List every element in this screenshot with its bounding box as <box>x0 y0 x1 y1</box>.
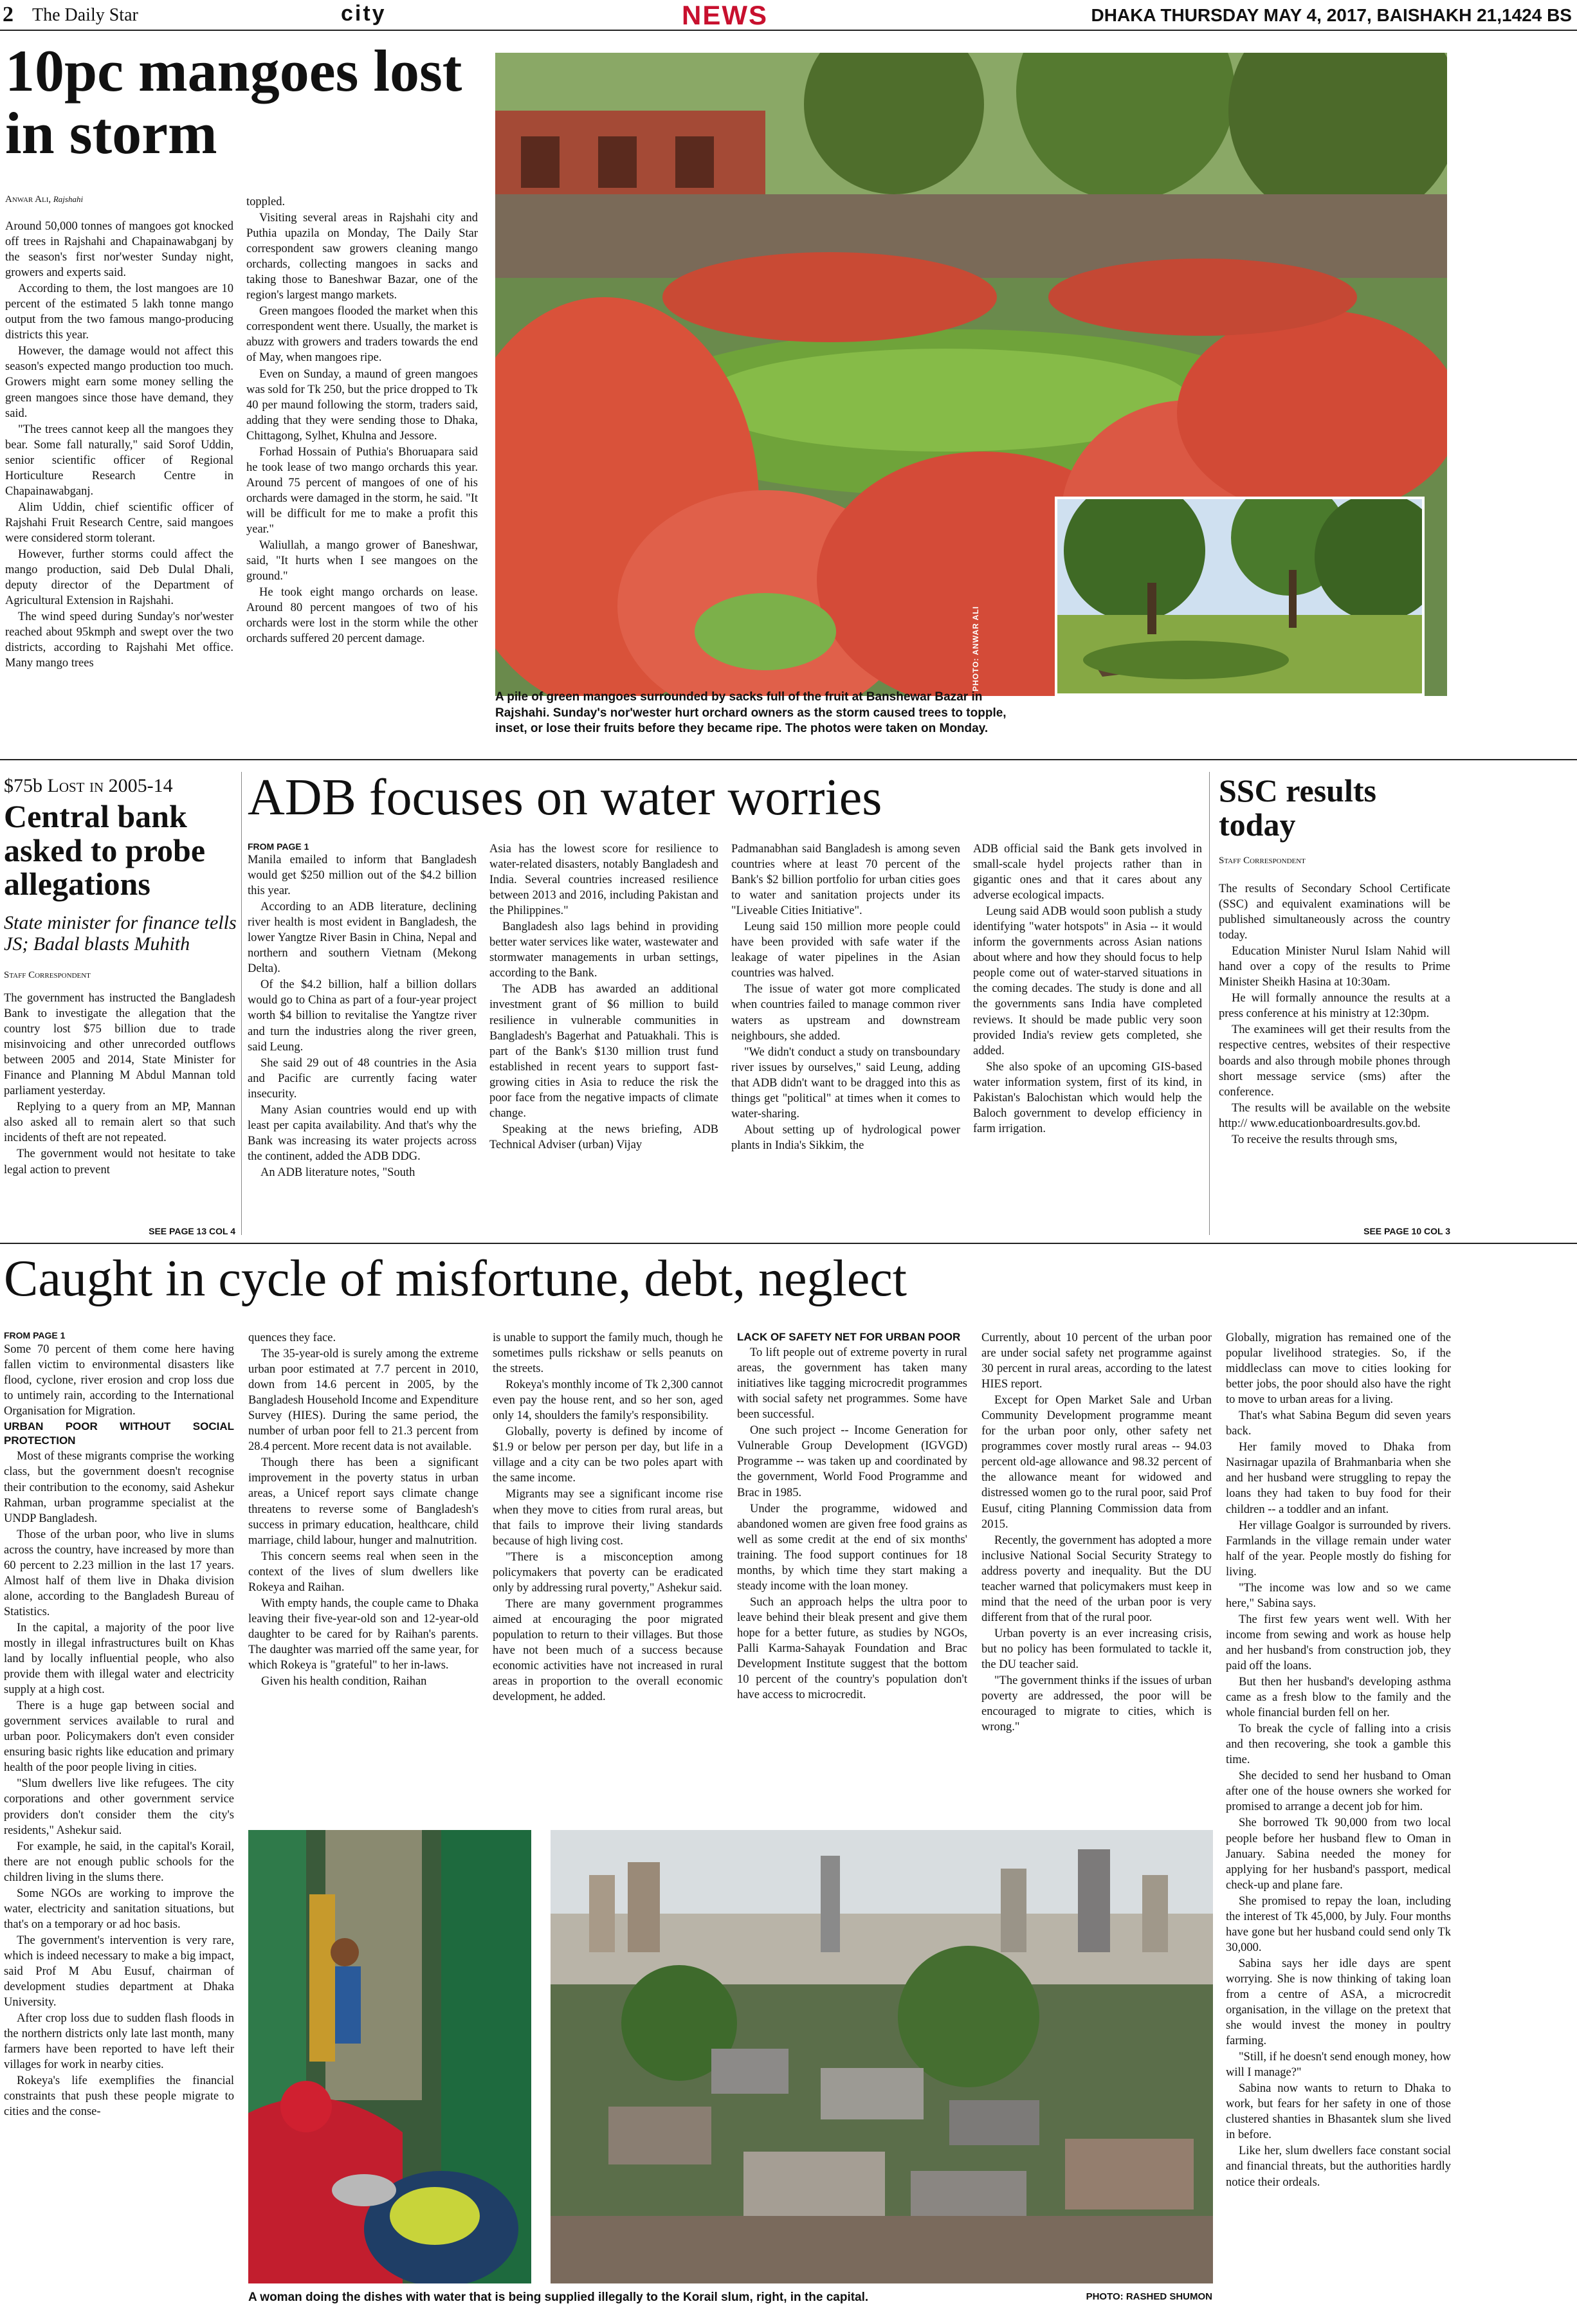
byline-name: Anwar Ali, <box>5 194 51 205</box>
paragraph: Leung said 150 million more people could have been provided with safe water if the leakage of water pipelines in the Asian countries was halved. <box>731 920 960 980</box>
page-number: 2 <box>3 3 14 26</box>
paragraph: Rokeya's life exemplifies the financial constraints that push these people migrate to cities and the conse- <box>4 2074 234 2119</box>
paragraph: She also spoke of an upcoming GIS-based water information system, first of its kind, in Pakistan's Balochistan which would help the Baloch government to develop efficiency in farm irrigation. <box>973 1060 1202 1135</box>
paragraph: Many Asian countries would end up with least per capita availability. And that's why the Bank was increasing its water projects across the continent, added the ADB DDG. <box>248 1103 477 1163</box>
mango-photo-credit: PHOTO: ANWAR ALI <box>971 606 980 691</box>
paragraph: Such an approach helps the ultra poor to leave behind their bleak present and give them hope for a better future, as studies by NGOs, Palli Karma-Sahayak Foundation and Brac Development Institute suggest that the bottom 10 percent of the country's population don't have access to microcredit. <box>737 1595 967 1702</box>
paragraph: Those of the urban poor, who live in slums across the country, have increased by more than 60 percent to 2.23 million in the last 17 years. Almost half of them live in Dhaka division alone, according to the Bangladesh Bureau of Statistics. <box>4 1528 234 1618</box>
paragraph: Education Minister Nurul Islam Nahid will hand over a copy of the results to Prime Minister Sheikh Hasina at 10:30am. <box>1219 945 1450 989</box>
paragraph: The results of Secondary School Certificate (SSC) and equivalent examinations will be published simultaneously across the country today. <box>1219 883 1450 942</box>
paragraph: Her family moved to Dhaka from Nasirnagar upazila of Brahmanbaria when she and her husband were struggling to repay the loans they had taken to buy food for their children -- a toddler and an infant. <box>1226 1441 1451 1516</box>
cycle-column-4 <box>737 1330 967 1825</box>
bank-jump-line: SEE PAGE 13 COL 4 <box>149 1226 235 1236</box>
paragraph: The wind speed during Sunday's nor'wester reached about 95kmph and swept over the two districts, according to Rajshahi Met office. Many mango trees <box>5 610 233 670</box>
paragraph: The ADB has awarded an additional investment grant of $6 million to build resilience in vulnerable communities in Bangladesh's Bagerhat and Patuakhali. This is part of the Bank's $130 million trust fund established in recent years to support fast-growing cities in Asia to reduce the risk the poor face from the negative impacts of climate change. <box>489 983 718 1120</box>
paragraph: Like her, slum dwellers face constant social and financial threats, but the authorities hardly notice their ordeals. <box>1226 2145 1451 2189</box>
cycle-column-6 <box>1226 1330 1451 2324</box>
adb-column-4 <box>973 841 1202 1238</box>
cycle-photo-credit: PHOTO: RASHED SHUMON <box>1086 2291 1212 2302</box>
divider <box>0 759 1577 760</box>
paragraph: An ADB literature notes, "South <box>260 1166 415 1179</box>
paragraph: There are many government programmes aimed at encouraging the poor migrated population to return to their villages. But those have not been much of a success because economic activities have not increased in rural areas in proportion to the overall economic development, he added. <box>493 1597 723 1704</box>
paragraph: "The government thinks if the issues of urban poverty are addressed, the poor will be encouraged to migrate to cities, which is wrong." <box>981 1674 1212 1734</box>
paragraph: To lift people out of extreme poverty in rural areas, the government has taken many initiatives like tagging microcredit programmes with social safety net programmes. Some have been successful. <box>737 1346 967 1422</box>
paragraph: The issue of water got more complicated when countries failed to manage common river waters as upstream and downstream neighbours, she added. <box>731 983 960 1043</box>
paragraph: Her village Goalgor is surrounded by rivers. Farmlands in the village remain under water half of the year. People mostly do fishing for living. <box>1226 1519 1451 1578</box>
paragraph: Waliullah, a mango grower of Baneshwar, said, "It hurts when I see mangoes on the ground." <box>246 539 478 583</box>
cycle-from-page: FROM PAGE 1 <box>4 1330 66 1340</box>
paragraph: Sabina says her idle days are spent worrying. She is now thinking of taking loan from a centre of ASA, a microcredit organisation, in the village on the pretext that she would invest the money in poultry farming. <box>1226 1957 1451 2048</box>
paragraph: He took eight mango orchards on lease. Around 80 percent mangoes of two of his orchards were lost in the storm while the other orchards suffered 20 percent damage. <box>246 586 478 646</box>
paragraph: Alim Uddin, chief scientific officer of Rajshahi Fruit Research Centre, said mangoes were considered storm tolerant. <box>5 500 233 545</box>
mango-photo-caption: A pile of green mangoes surrounded by sacks full of the fruit at Banshewar Bazar in Rajshahi. Sunday's nor'wester hurt orchard owners as the storm caused trees to topple, inset, or lose their fruits before they became ripe. The photos were taken on Monday. <box>495 690 1007 736</box>
paragraph: For example, he said, in the capital's Korail, there are not enough public schools for the children living in the slums there. <box>4 1840 234 1884</box>
paragraph: However, the damage would not affect this season's expected mango production too much. Growers might earn some money selling the green mangoes since those have demand, they said. <box>5 345 233 420</box>
paragraph: "The trees cannot keep all the mangoes they bear. Some fall naturally," said Sorof Uddin, senior scientific officer of Regional Horticulture Research Centre in Chapainawabganj. <box>5 423 233 498</box>
paragraph: Except for Open Market Sale and Urban Community Development programme meant for the urban poor only, other safety net programmes cover mostly rural areas -- 94.03 percent old-age allowance and 98.32 percent of the allowance meant for widowed and distressed women go to the rural poor, said Prof Eusuf, citing Planning Commission data from 2015. <box>981 1394 1212 1531</box>
paragraph: Forhad Hossain of Puthia's Bhoruapara said he took lease of two mango orchards this year. Around 75 percent of mangoes of one of his orchards were damaged in the storm, he said. "It will be difficult for me to make a profit this year." <box>246 445 478 536</box>
paragraph: toppled. <box>246 196 286 208</box>
divider <box>0 1243 1577 1244</box>
paragraph: He will formally announce the results at a press conference at his ministry at 12:30pm. <box>1219 992 1450 1021</box>
column-rule <box>241 772 242 1235</box>
paragraph: This concern seems real when seen in the context of the lives of slum dwellers like Rokeya and Raihan. <box>248 1550 479 1594</box>
paragraph: Under the programme, widowed and abandoned women are given free food grains as well as some credit at the end of six months' training. The food support continues for 18 months, by which time they start making a steady income with the loan money. <box>737 1502 967 1593</box>
mango-column-2 <box>246 194 478 751</box>
cycle-photo-caption: A woman doing the dishes with water that is being supplied illegally to the Korail slum, right, in the capital. <box>248 2291 869 2304</box>
paragraph: Given his health condition, Raihan <box>261 1675 427 1688</box>
cycle-column-5 <box>981 1330 1212 1825</box>
paragraph: One such project -- Income Generation for Vulnerable Group Development (IGVGD) Programme -- was taken up and coordinated by the government, World Food Programme and Brac in 1985. <box>737 1424 967 1499</box>
subheading: URBAN POOR WITHOUT SOCIAL PROTECTION <box>4 1420 234 1447</box>
subheading: LACK OF SAFETY NET FOR URBAN POOR <box>737 1331 961 1343</box>
cycle-column-2 <box>248 1330 479 1825</box>
paragraph: Replying to a query from an MP, Mannan also asked all to remain alert so that such incidents of theft are not repeated. <box>4 1101 235 1145</box>
paragraph: Leung said ADB would soon publish a study identifying "water hotspots" in Asia -- it would inform the governments across Asian nations about where and how they should focus to help people come out of water-starved situations in the coming decades. The study is done and all the governments sans India have completed reviews. It should be made public very soon provided India's review gets completed, she added. <box>973 905 1202 1057</box>
adb-column-2 <box>489 841 718 1238</box>
paragraph: is unable to support the family much, though he sometimes pulls rickshaw or sells peanuts on the streets. <box>493 1331 723 1376</box>
cycle-column-3 <box>493 1330 723 1825</box>
paragraph: Visiting several areas in Rajshahi city and Puthia upazila on Monday, The Daily Star correspondent saw growers cleaning mango orchards, collecting mangoes in sacks and taking those to Baneshwar Bazar, one of the region's largest mango markets. <box>246 212 478 302</box>
paper-name: The Daily Star <box>32 5 138 25</box>
bank-body <box>4 991 235 1234</box>
paragraph: To receive the results through sms, <box>1232 1133 1398 1146</box>
paragraph: That's what Sabina Begum did seven years back. <box>1226 1409 1451 1438</box>
paragraph: Most of these migrants comprise the working class, but the government doesn't recognise their contribution to the economy, said Ashekur Rahman, urban programme specialist at the UNDP Bangladesh. <box>4 1450 234 1525</box>
paragraph: About setting up of hydrological power plants in India's Sikkim, the <box>731 1123 960 1152</box>
paragraph: ADB official said the Bank gets involved in small-scale hydel projects rather than in gigantic ones and that it cares about any adverse ecological impacts. <box>973 843 1202 902</box>
paragraph: Green mangoes flooded the market when this correspondent went there. Usually, the market is abuzz with growers and traders towards the end of May, when mangoes ripe. <box>246 305 478 365</box>
mango-column-1 <box>5 219 233 753</box>
paragraph: "Slum dwellers live like refugees. The city corporations and other government service providers don't consider them the city's residents," Ashekur said. <box>4 1777 234 1837</box>
category-label: NEWS <box>682 0 768 30</box>
section-name: city <box>341 1 387 26</box>
paragraph: Recently, the government has adopted a more inclusive National Social Security Strategy to address poverty and inequality. But the DU teacher warned that policymakers must keep in mind that the need of the urban poor is very different from that of the rural poor. <box>981 1533 1212 1624</box>
paragraph: Some NGOs are working to improve the water, electricity and sanitation situations, but that's on a temporary or ad hoc basis. <box>4 1887 234 1931</box>
paragraph: The first few years went well. With her income from sewing and work as house help and her husband's from construction job, they paid off the loans. <box>1226 1613 1451 1672</box>
paragraph: "The income was low and so we came here," Sabina says. <box>1226 1581 1451 1610</box>
paragraph: Rokeya's monthly income of Tk 2,300 cannot even pay the house rent, and so her son, aged only 14, shoulders the family's responsibility. <box>493 1378 723 1423</box>
paragraph: However, further storms could affect the mango production, said Deb Dulal Dhali, deputy director of the Department of Agricultural Extension in Rajshahi. <box>5 547 233 608</box>
paragraph: To break the cycle of falling into a crisis and then recovering, she took a gamble this time. <box>1226 1723 1451 1767</box>
byline-place: Rajshahi <box>53 194 84 204</box>
adb-column-3 <box>731 841 960 1238</box>
ssc-body <box>1219 881 1450 1229</box>
paragraph: Sabina now wants to return to Dhaka to work, but fears for her safety in one of those clustered shanties in Bhasantek slum she lived in before. <box>1226 2082 1451 2142</box>
paragraph: The government would not hesitate to take legal action to prevent <box>4 1148 235 1176</box>
bank-kicker <box>4 775 235 797</box>
cycle-headline: Caught in cycle of misfortune, debt, neglect <box>4 1250 907 1307</box>
adb-from-page: FROM PAGE 1 <box>248 841 309 852</box>
paragraph: She borrowed Tk 90,000 from two local people before her husband flew to Oman in January. Sabina needed the money for applying for her husband's passport, medical check-up and plane fare. <box>1226 1816 1451 1892</box>
bank-headline: Central bank asked to probe allegations <box>4 798 206 902</box>
fallen-tree-inset-photo <box>1055 497 1425 696</box>
paragraph: Though there has been a significant improvement in the poverty status in urban areas, a Unicef report says climate change threatens to reverse some of Bangladesh's success in primary education, healthcare, child marriage, child labour, hunger and malnutrition. <box>248 1456 479 1547</box>
paragraph: Bangladesh also lags behind in providing better water services like water, wastewater and stormwater managements in urban settings, according to the Bank. <box>489 920 718 980</box>
dateline: DHAKA THURSDAY MAY 4, 2017, BAISHAKH 21,1424 BS <box>1091 5 1572 25</box>
paragraph: "Still, if he doesn't send enough money, how will I manage?" <box>1226 2051 1451 2080</box>
bank-byline: Staff Correspondent <box>4 970 91 980</box>
paragraph: Of the $4.2 billion, half a billion dollars would go to China as part of a four-year project worth $4 billion to revitalise the Yangtze river and turn the industries along the river green, said Leung. <box>248 978 477 1054</box>
paragraph: After crop loss due to sudden flash floods in the northern districts only late last month, many farmers have been reported to have left their villages for work in nearby cities. <box>4 2012 234 2072</box>
paragraph: Asia has the lowest score for resilience to water-related disasters, notably Bangladesh and India. Several countries increased resilience between 2013 and 2016, including Pakistan and the Philippines." <box>489 843 718 918</box>
paragraph: Globally, migration has remained one of the popular livelihood strategies. So, if the middleclass can move to cities looking for better jobs, the poor should also have the right to move to urban areas for a living. <box>1226 1331 1451 1407</box>
paragraph: The government has instructed the Bangladesh Bank to investigate the allegation that the country lost $75 billion due to trade misinvoicing and other unrecorded outflows between 2005 and 2014, State Minister for Finance and Planning M Abdul Mannan told parliament yesterday. <box>4 992 235 1098</box>
korail-slum-photo <box>551 1830 1213 2283</box>
bank-kicker-amount: $75b <box>4 775 42 796</box>
cycle-column-1 <box>4 1342 234 2323</box>
page-header <box>0 0 1577 31</box>
paragraph: Globally, poverty is defined by income of $1.9 or below per person per day, but life in a village and a city can be two poles apart with the same income. <box>493 1425 723 1485</box>
paragraph: Currently, about 10 percent of the urban poor are under social safety net programme against 30 percent in rural areas, according to the latest HIES report. <box>981 1331 1212 1391</box>
paragraph: But then her husband's developing asthma came as a fresh blow to the family and the whole financial burden fell on her. <box>1226 1676 1451 1720</box>
paragraph: Speaking at the news briefing, ADB Technical Adviser (urban) Vijay <box>489 1122 718 1151</box>
column-rule <box>1209 772 1210 1235</box>
mango-headline: 10pc mangoes lost in storm <box>5 38 462 166</box>
bank-subhead: State minister for finance tells JS; Badal blasts Muhith <box>4 912 237 955</box>
paragraph: The results will be available on the website http:// www.educationboardresults.gov.bd. <box>1219 1101 1450 1130</box>
paragraph: Around 50,000 tonnes of mangoes got knocked off trees in Rajshahi and Chapainawabganj by the season's first nor'wester Sunday night, growers and experts said. <box>5 220 233 280</box>
paragraph: The examinees will get their results from the respective centres, websites of their respective boards and also through mobile phones through short message service (sms) after the conference. <box>1219 1023 1450 1099</box>
paragraph: Some 70 percent of them come here having fallen victim to environmental disasters like flood, cyclone, river erosion and crop loss due to untimely rain, according to the International Organisation for Migration. <box>4 1343 234 1418</box>
paragraph: Even on Sunday, a maund of green mangoes was sold for Tk 250, but the price dropped to Tk 40 per maund following the storm, traders said, adding that they were sending those to Dhaka, Chittagong, Sylhet, Khulna and Jessore. <box>246 367 478 443</box>
paragraph: Padmanabhan said Bangladesh is among seven countries where at least 70 percent of the Bank's $2 billion portfolio for urban cities goes to water and sanitation projects under its "Liveable Cities Initiative". <box>731 843 960 918</box>
paragraph: She promised to repay the loan, including the interest of Tk 45,000, by July. Four months have gone but her husband could send only Tk 30,000. <box>1226 1894 1451 1954</box>
bank-kicker-text: Lost in 2005-14 <box>47 775 173 796</box>
paragraph: "There is a misconception among policymakers that poverty can be eradicated only by addressing rural poverty," Ashekur said. <box>493 1550 723 1595</box>
woman-washing-dishes-photo <box>248 1830 531 2283</box>
paragraph: In the capital, a majority of the poor live mostly in illegal infrastructures built on Khas land by locally influential people, who also provide them with illegal water and electricity supply at a high cost. <box>4 1621 234 1697</box>
paragraph: "We didn't conduct a study on transboundary river issues by ourselves," said Leung, adding that ADB didn't want to be dragged into this as things get "political" at times when it comes to water-sharing. <box>731 1045 960 1121</box>
mango-byline <box>5 194 237 205</box>
paragraph: quences they face. <box>248 1331 336 1344</box>
ssc-byline: Staff Correspondent <box>1219 855 1306 866</box>
paragraph: There is a huge gap between social and government services available to rural and urban poor. Policymakers don't even consider ensuring basic rights like education and primary health of the poor people living in cities. <box>4 1699 234 1775</box>
paragraph: Manila emailed to inform that Bangladesh would get $250 million out of the $4.2 billion this year. <box>248 854 477 898</box>
ssc-jump-line: SEE PAGE 10 COL 3 <box>1363 1226 1450 1236</box>
paragraph: The government's intervention is very rare, which is indeed necessary to make a big impact, said Prof M Abu Eusuf, chairman of development studies department at Dhaka University. <box>4 1934 234 2009</box>
ssc-headline: SSC results today <box>1219 773 1376 843</box>
paragraph: The 35-year-old is surely among the extreme urban poor estimated at 7.7 percent in 2010, down from 14.6 percent in 2005, by the Bangladesh Household Income and Expenditure Survey (HIES). During the same period, the number of urban poor fell to 21.3 percent from 28.4 percent. More recent data is not available. <box>248 1348 479 1454</box>
paragraph: Urban poverty is an ever increasing crisis, but no policy has been formulated to tackle it, the DU teacher said. <box>981 1627 1212 1671</box>
paragraph: Migrants may see a significant income rise when they move to cities from rural areas, but that fails to improve their living standards because of high living cost. <box>493 1488 723 1548</box>
paragraph: She said 29 out of 48 countries in the Asia and Pacific are currently facing water insecurity. <box>248 1056 477 1101</box>
paragraph: According to an ADB literature, declining river health is most evident in Bangladesh, the lower Yangtze River Basin in China, Nepal and northern and southern Vietnam (Mekong Delta). <box>248 901 477 976</box>
paragraph: According to them, the lost mangoes are 10 percent of the estimated 5 lakh tonne mango output from the two famous mango-producing districts this year. <box>5 282 233 342</box>
adb-headline: ADB focuses on water worries <box>248 769 882 826</box>
adb-column-1 <box>248 852 477 1238</box>
mango-market-photo <box>495 53 1447 696</box>
paragraph: With empty hands, the couple came to Dhaka leaving their five-year-old son and 12-year-old daughter to be cared for by Raihan's parents. The daughter was married off the same year, for which Rokeya is "grateful" to her in-laws. <box>248 1597 479 1672</box>
paragraph: She decided to send her husband to Oman after one of the house owners she worked for promised to arrange a decent job for him. <box>1226 1770 1451 1814</box>
